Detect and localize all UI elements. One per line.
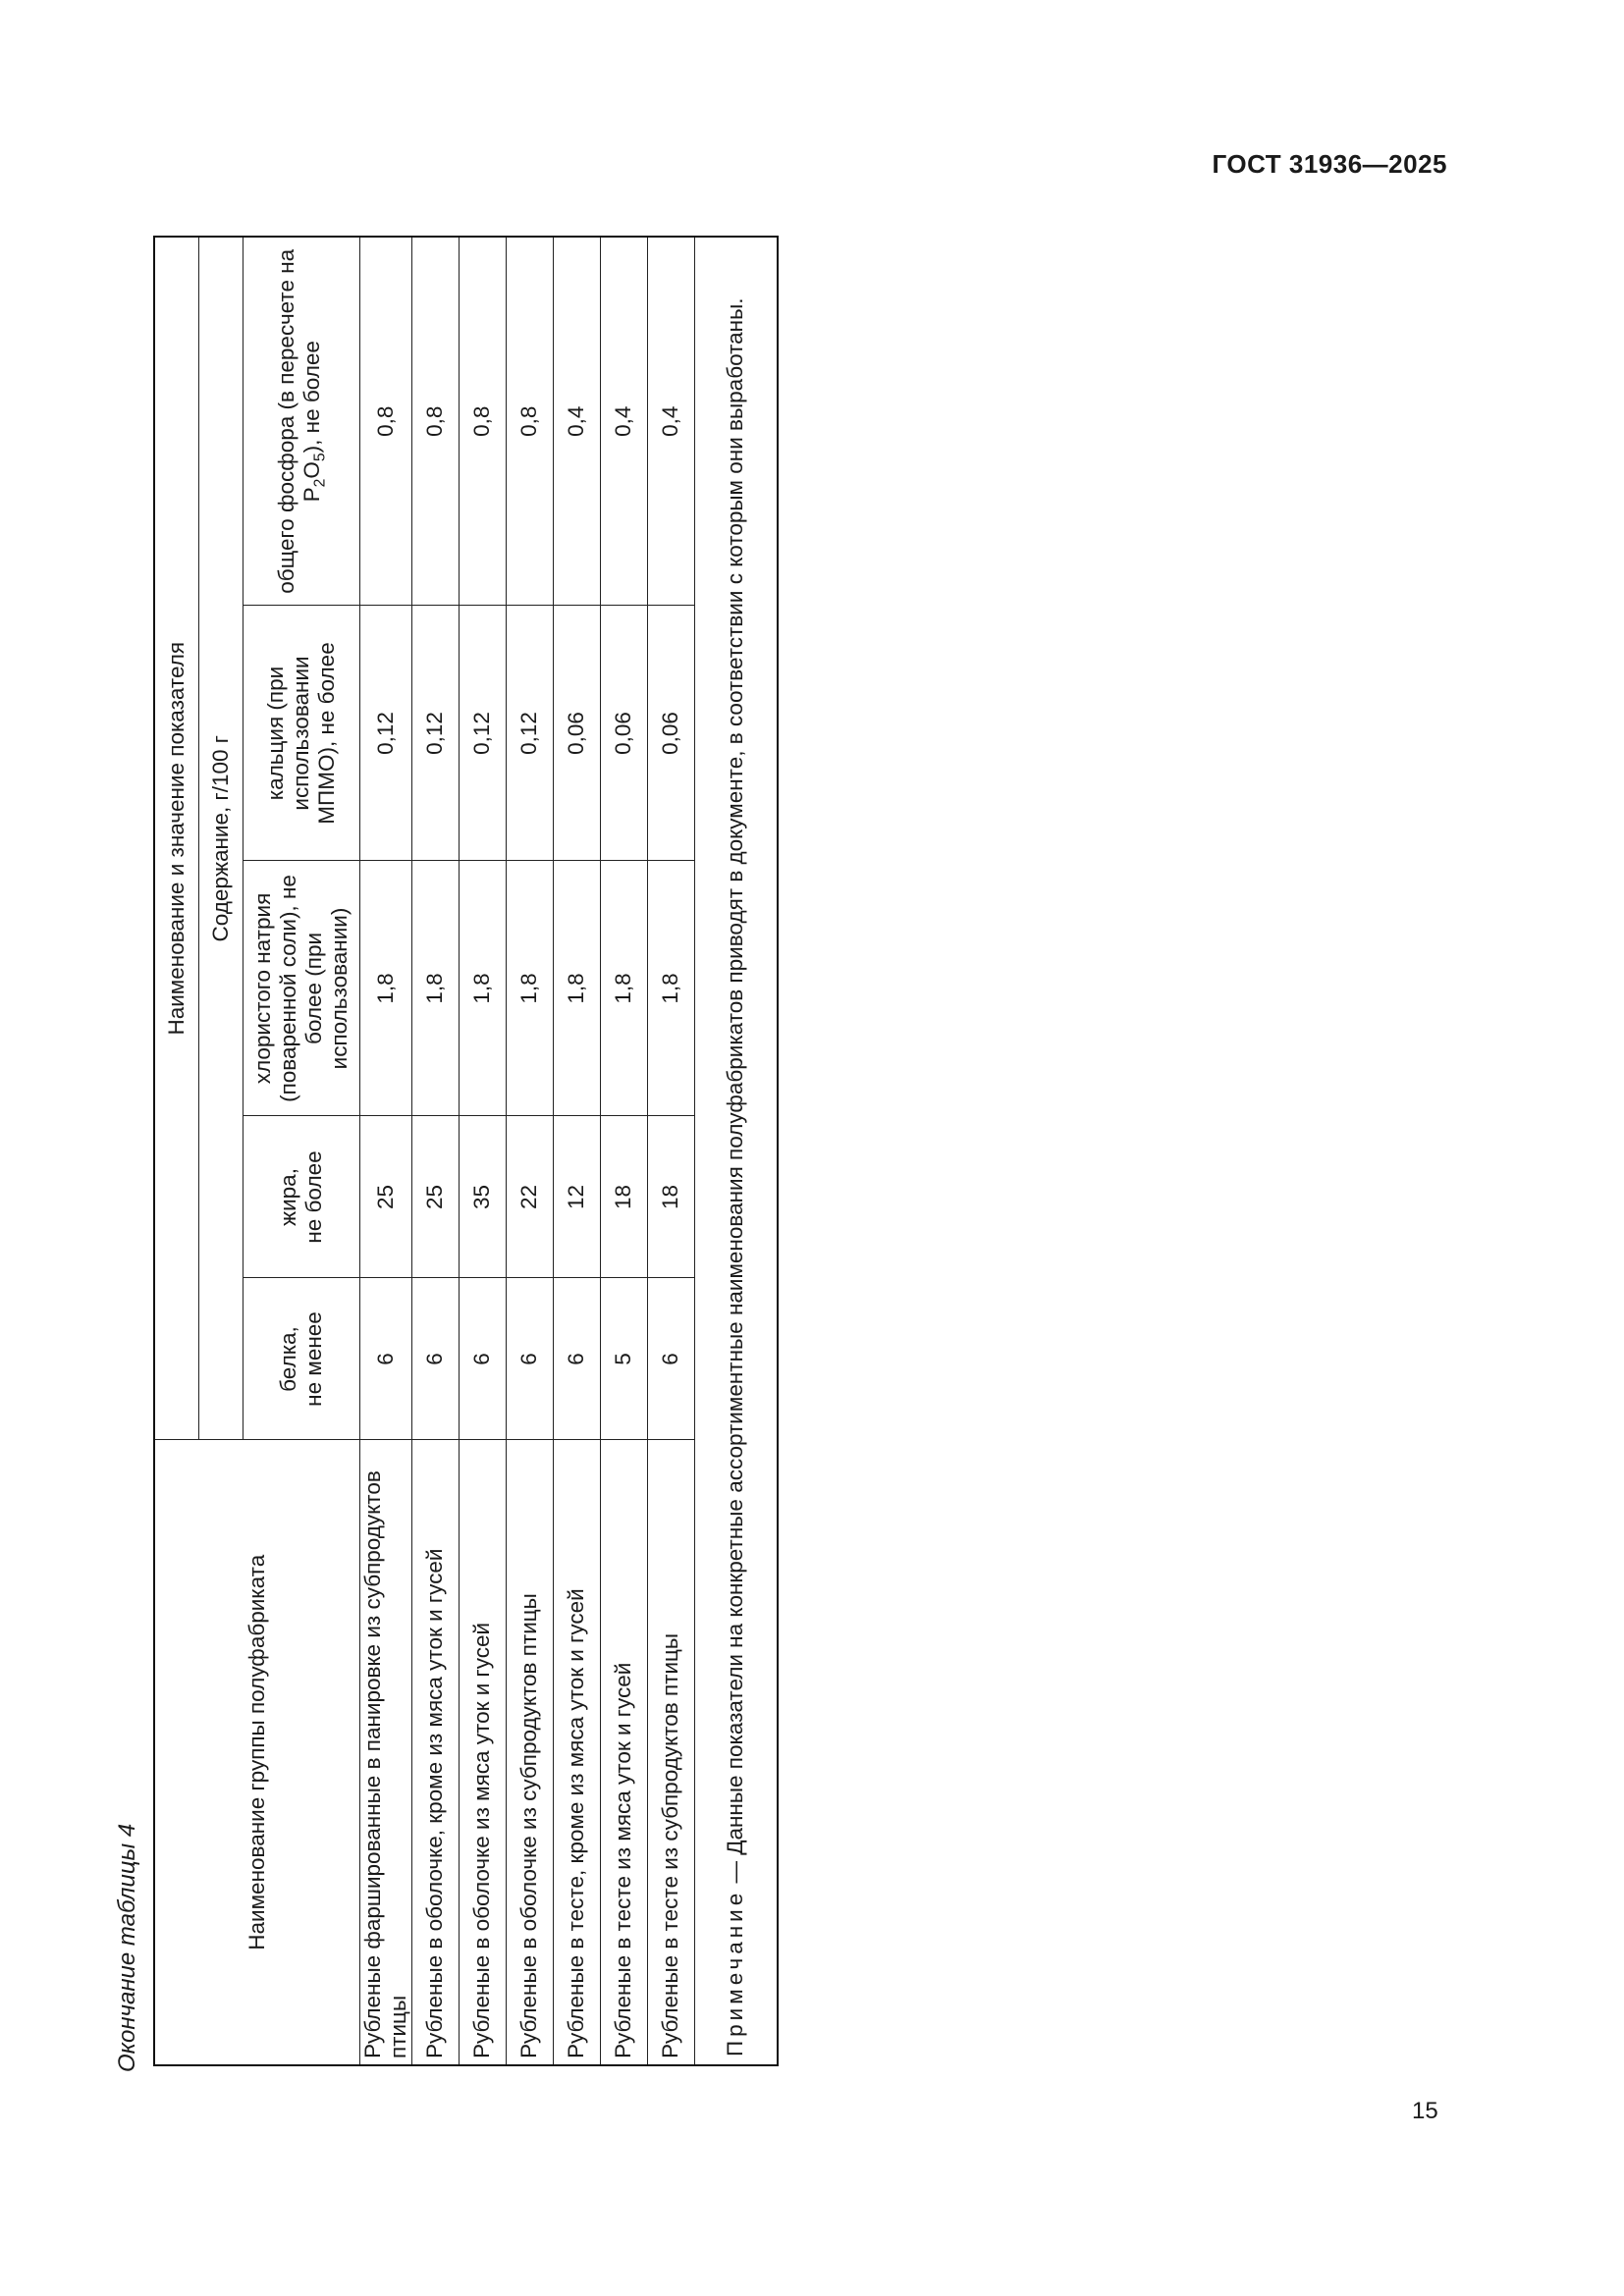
cell-protein: 6 (506, 1278, 553, 1440)
row-name: Рубленые в оболочке, кроме из мяса уток и гусей (411, 1440, 459, 2065)
cell-calcium: 0,06 (647, 606, 694, 861)
cell-calcium: 0,12 (506, 606, 553, 861)
cell-fat: 22 (506, 1116, 553, 1278)
cell-phosphorus: 0,8 (360, 237, 412, 606)
cell-calcium: 0,12 (411, 606, 459, 861)
cell-calcium: 0,06 (553, 606, 600, 861)
cell-protein: 6 (459, 1278, 506, 1440)
col-header-calcium: кальция (при использовании МПМО), не более (244, 606, 360, 861)
note-text: — Данные показатели на конкретные ассортиментные наименования полуфабрикатов приводят в документе, в соответствии с которым они выработаны. (722, 297, 747, 1890)
rotated-table-block (114, 231, 807, 2072)
row-name: Рубленые в оболочке из мяса уток и гусей (459, 1440, 506, 2065)
table-row (647, 237, 694, 2065)
cell-salt: 1,8 (360, 861, 412, 1116)
cell-salt: 1,8 (411, 861, 459, 1116)
table-row (600, 237, 647, 2065)
cell-fat: 35 (459, 1116, 506, 1278)
row-name: Рубленые в тесте из субпродуктов птицы (647, 1440, 694, 2065)
cell-fat: 18 (600, 1116, 647, 1278)
row-name: Рубленые в тесте, кроме из мяса уток и гусей (553, 1440, 600, 2065)
header-indicator: Наименование и значение показателя (154, 237, 199, 1440)
col-header-salt: хлористого натрия (поваренной соли), не более (при использовании) (244, 861, 360, 1116)
cell-fat: 25 (360, 1116, 412, 1278)
cell-phosphorus: 0,4 (600, 237, 647, 606)
table-row (506, 237, 553, 2065)
cell-phosphorus: 0,4 (553, 237, 600, 606)
table-row (360, 237, 412, 2065)
col-header-protein: белка, не менее (244, 1278, 360, 1440)
cell-phosphorus: 0,8 (459, 237, 506, 606)
table-note (694, 237, 778, 2065)
cell-phosphorus: 0,8 (506, 237, 553, 606)
table-4-continuation (153, 236, 779, 2066)
document-code: ГОСТ 31936—2025 (1212, 149, 1447, 179)
col-header-product-group: Наименование группы полуфабриката (154, 1440, 360, 2065)
cell-salt: 1,8 (647, 861, 694, 1116)
cell-salt: 1,8 (506, 861, 553, 1116)
cell-fat: 25 (411, 1116, 459, 1278)
cell-calcium: 0,06 (600, 606, 647, 861)
col-header-fat: жира, не более (244, 1116, 360, 1278)
cell-protein: 6 (553, 1278, 600, 1440)
row-name: Рубленые в тесте из мяса уток и гусей (600, 1440, 647, 2065)
row-name: Рубленые в оболочке из субпродуктов птицы (506, 1440, 553, 2065)
cell-salt: 1,8 (459, 861, 506, 1116)
cell-fat: 18 (647, 1116, 694, 1278)
table-row (411, 237, 459, 2065)
table-row (459, 237, 506, 2065)
cell-calcium: 0,12 (360, 606, 412, 861)
cell-protein: 6 (647, 1278, 694, 1440)
cell-salt: 1,8 (600, 861, 647, 1116)
table-caption: Окончание таблицы 4 (114, 1823, 140, 2072)
cell-phosphorus: 0,8 (411, 237, 459, 606)
col-header-phosphorus: общего фосфора (в пересчете на $P_2O_5$), не более (244, 237, 360, 606)
cell-protein: 6 (411, 1278, 459, 1440)
note-label: Примечание (722, 1889, 747, 2056)
cell-salt: 1,8 (553, 861, 600, 1116)
cell-phosphorus: 0,4 (647, 237, 694, 606)
cell-fat: 12 (553, 1116, 600, 1278)
table-note-row (694, 237, 778, 2065)
table-row (553, 237, 600, 2065)
header-content: Содержание, г/100 г (199, 237, 244, 1440)
cell-protein: 6 (360, 1278, 412, 1440)
cell-protein: 5 (600, 1278, 647, 1440)
cell-calcium: 0,12 (459, 606, 506, 861)
page-number: 15 (1412, 2098, 1438, 2124)
row-name: Рубленые фаршированные в панировке из субпродуктов птицы (360, 1440, 412, 2065)
